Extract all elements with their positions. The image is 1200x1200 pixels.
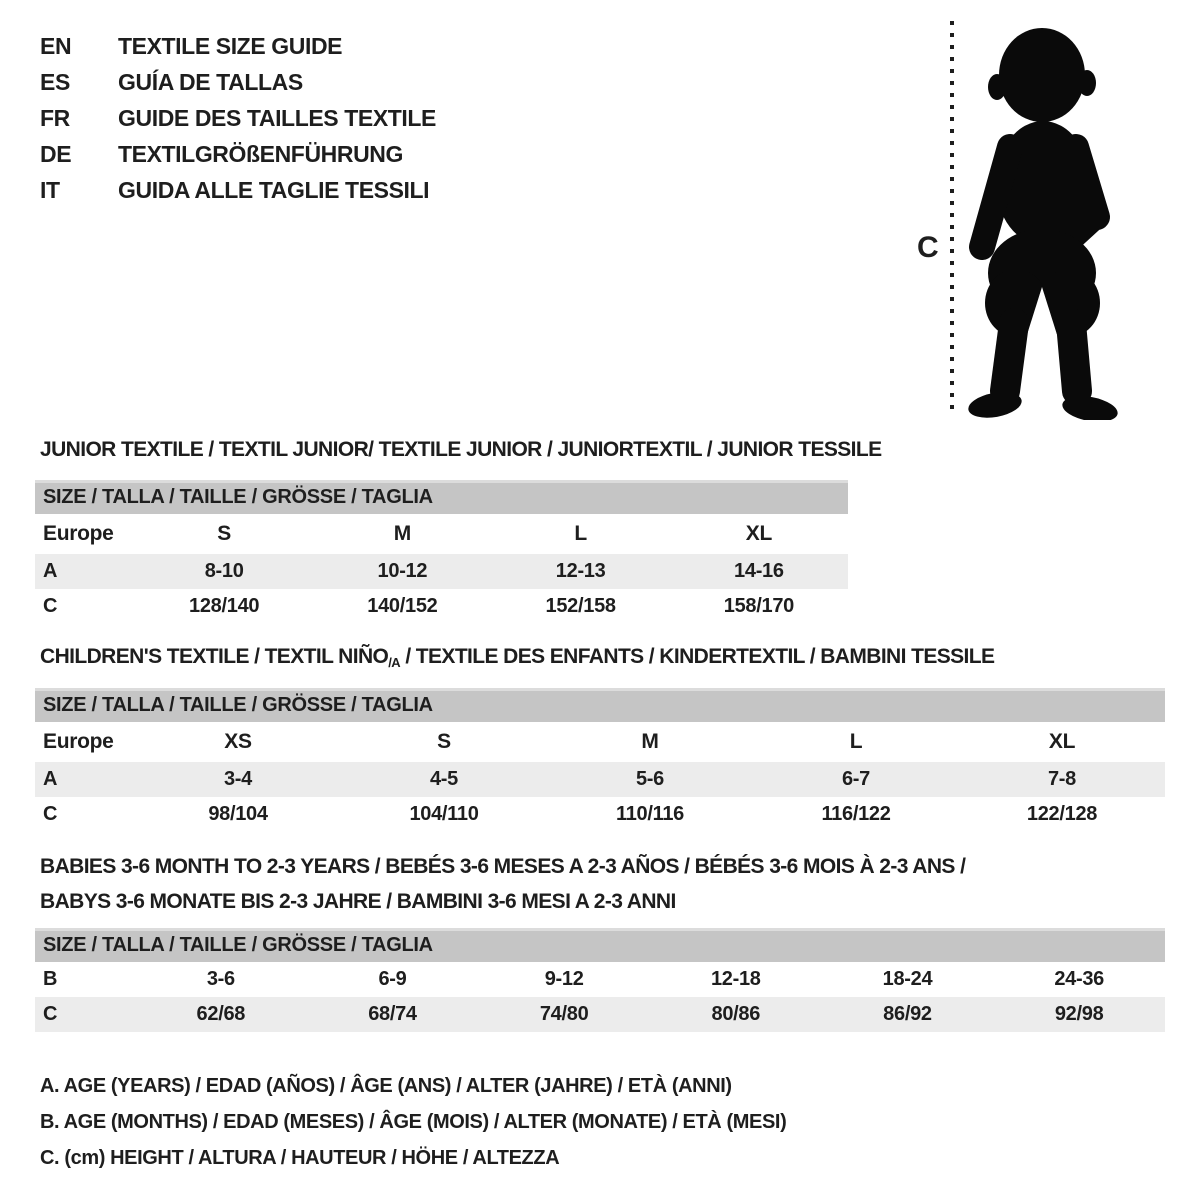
value-cell: L — [849, 730, 863, 753]
toddler-silhouette — [966, 28, 1119, 420]
babies-size-table — [35, 928, 1165, 1032]
table-row — [35, 762, 1165, 797]
size-band-row — [35, 688, 1165, 722]
row-label-cell: C — [43, 803, 58, 825]
value-cell: 8-10 — [204, 560, 244, 582]
value-cell: 140/152 — [367, 595, 438, 617]
row-label-cell: Europe — [43, 730, 114, 753]
height-label-c: C — [917, 231, 939, 264]
value-cell: M — [641, 730, 659, 753]
language-title-list — [40, 28, 436, 208]
value-cell: 6-7 — [841, 768, 870, 790]
value-cell: L — [574, 522, 587, 545]
measurement-legend — [40, 1068, 786, 1176]
value-cell: 122/128 — [1026, 803, 1098, 825]
row-label-cell: Europe — [43, 522, 114, 545]
value-cell: M — [393, 522, 411, 545]
value-cell: 12-18 — [710, 968, 761, 990]
value-cell: 10-12 — [377, 560, 428, 582]
value-cell: 74/80 — [539, 1003, 589, 1025]
size-band-label: SIZE / TALLA / TAILLE / GRÖSSE / TAGLIA — [35, 688, 1165, 722]
value-cell: S — [217, 522, 231, 545]
value-cell: 12-13 — [555, 560, 606, 582]
guide-title-de: TEXTILGRÖßENFÜHRUNG — [118, 140, 403, 167]
size-band-label: SIZE / TALLA / TAILLE / GRÖSSE / TAGLIA — [35, 928, 1165, 962]
table-row — [35, 997, 1165, 1032]
row-label-cell: A — [43, 768, 58, 790]
table-row — [35, 722, 1165, 762]
value-cell: 62/68 — [196, 1003, 246, 1025]
language-code: DE — [40, 140, 72, 167]
value-cell: 9-12 — [544, 968, 584, 990]
height-measure-figure — [905, 10, 1135, 420]
language-row-fr — [40, 100, 436, 136]
value-cell: 3-6 — [206, 968, 235, 990]
guide-title-fr: GUIDE DES TAILLES TEXTILE — [118, 104, 436, 131]
value-cell: 3-4 — [223, 768, 252, 790]
value-cell: 128/140 — [189, 595, 260, 617]
value-cell: 24-36 — [1054, 968, 1104, 990]
table-row — [35, 589, 848, 624]
table-row — [35, 797, 1165, 832]
babies-section-title-line2: BABYS 3-6 MONATE BIS 2-3 JAHRE / BAMBINI 3-6 MESI A 2-3 ANNI — [40, 890, 676, 913]
guide-title-en: TEXTILE SIZE GUIDE — [118, 32, 343, 59]
language-row-es — [40, 64, 436, 100]
language-code: IT — [40, 176, 60, 203]
size-band-label: SIZE / TALLA / TAILLE / GRÖSSE / TAGLIA — [35, 480, 848, 514]
language-row-it — [40, 172, 436, 208]
value-cell: 110/116 — [616, 803, 684, 825]
value-cell: 86/92 — [883, 1003, 932, 1025]
row-label-cell: C — [43, 595, 58, 617]
legend-line-a: A. AGE (YEARS) / EDAD (AÑOS) / ÂGE (ANS) / ALTER (JAHRE) / ETÀ (ANNI) — [40, 1074, 732, 1097]
babies-section-title-line1: BABIES 3-6 MONTH TO 2-3 YEARS / BEBÉS 3-6 MESES A 2-3 AÑOS / BÉBÉS 3-6 MOIS À 2-3 ANS / — [40, 855, 966, 878]
value-cell: 80/86 — [711, 1003, 761, 1025]
value-cell: 152/158 — [545, 595, 616, 617]
value-cell: 98/104 — [208, 803, 268, 825]
junior-size-table — [35, 480, 848, 624]
guide-title-es: GUÍA DE TALLAS — [118, 68, 303, 95]
value-cell: S — [437, 730, 451, 753]
toddler-silhouette-icon — [905, 10, 1135, 420]
language-code: EN — [40, 32, 72, 59]
language-code: FR — [40, 104, 70, 131]
guide-title-it: GUIDA ALLE TAGLIE TESSILI — [118, 176, 430, 203]
junior-section-title: JUNIOR TEXTILE / TEXTIL JUNIOR/ TEXTILE JUNIOR / JUNIORTEXTIL / JUNIOR TESSILE — [40, 438, 882, 461]
language-row-en — [40, 28, 436, 64]
row-label-cell: C — [43, 1003, 58, 1025]
language-code: ES — [40, 68, 70, 95]
value-cell: XL — [745, 522, 772, 545]
value-cell: XS — [224, 730, 252, 753]
children-section-title — [40, 645, 994, 669]
children-title-prefix: CHILDREN'S TEXTILE / TEXTIL NIÑO — [40, 645, 389, 668]
value-cell: 92/98 — [1054, 1003, 1104, 1025]
value-cell: XL — [1048, 730, 1076, 753]
children-title-suffix: / TEXTILE DES ENFANTS / KINDERTEXTIL / BAMBINI TESSILE — [400, 645, 995, 668]
table-row — [35, 554, 848, 589]
table-row — [35, 514, 848, 554]
value-cell: 7-8 — [1047, 768, 1076, 790]
size-band-row — [35, 928, 1165, 962]
value-cell: 5-6 — [635, 768, 664, 790]
value-cell: 104/110 — [409, 803, 479, 825]
value-cell: 116/122 — [821, 803, 891, 825]
value-cell: 6-9 — [378, 968, 407, 990]
legend-line-b: B. AGE (MONTHS) / EDAD (MESES) / ÂGE (MOIS) / ALTER (MONATE) / ETÀ (MESI) — [40, 1110, 787, 1133]
value-cell: 4-5 — [429, 768, 458, 790]
value-cell: 158/170 — [723, 595, 794, 617]
size-band-row — [35, 480, 848, 514]
language-row-de — [40, 136, 436, 172]
row-label-cell: A — [43, 560, 58, 582]
nino-a-subscript: /A — [388, 655, 401, 670]
value-cell: 14-16 — [734, 560, 784, 582]
row-label-cell: B — [43, 968, 58, 990]
legend-line-c: C. (cm) HEIGHT / ALTURA / HAUTEUR / HÖHE / ALTEZZA — [40, 1146, 560, 1169]
value-cell: 18-24 — [882, 968, 933, 990]
value-cell: 68/74 — [368, 1003, 417, 1025]
table-row — [35, 962, 1165, 997]
children-size-table — [35, 688, 1165, 832]
